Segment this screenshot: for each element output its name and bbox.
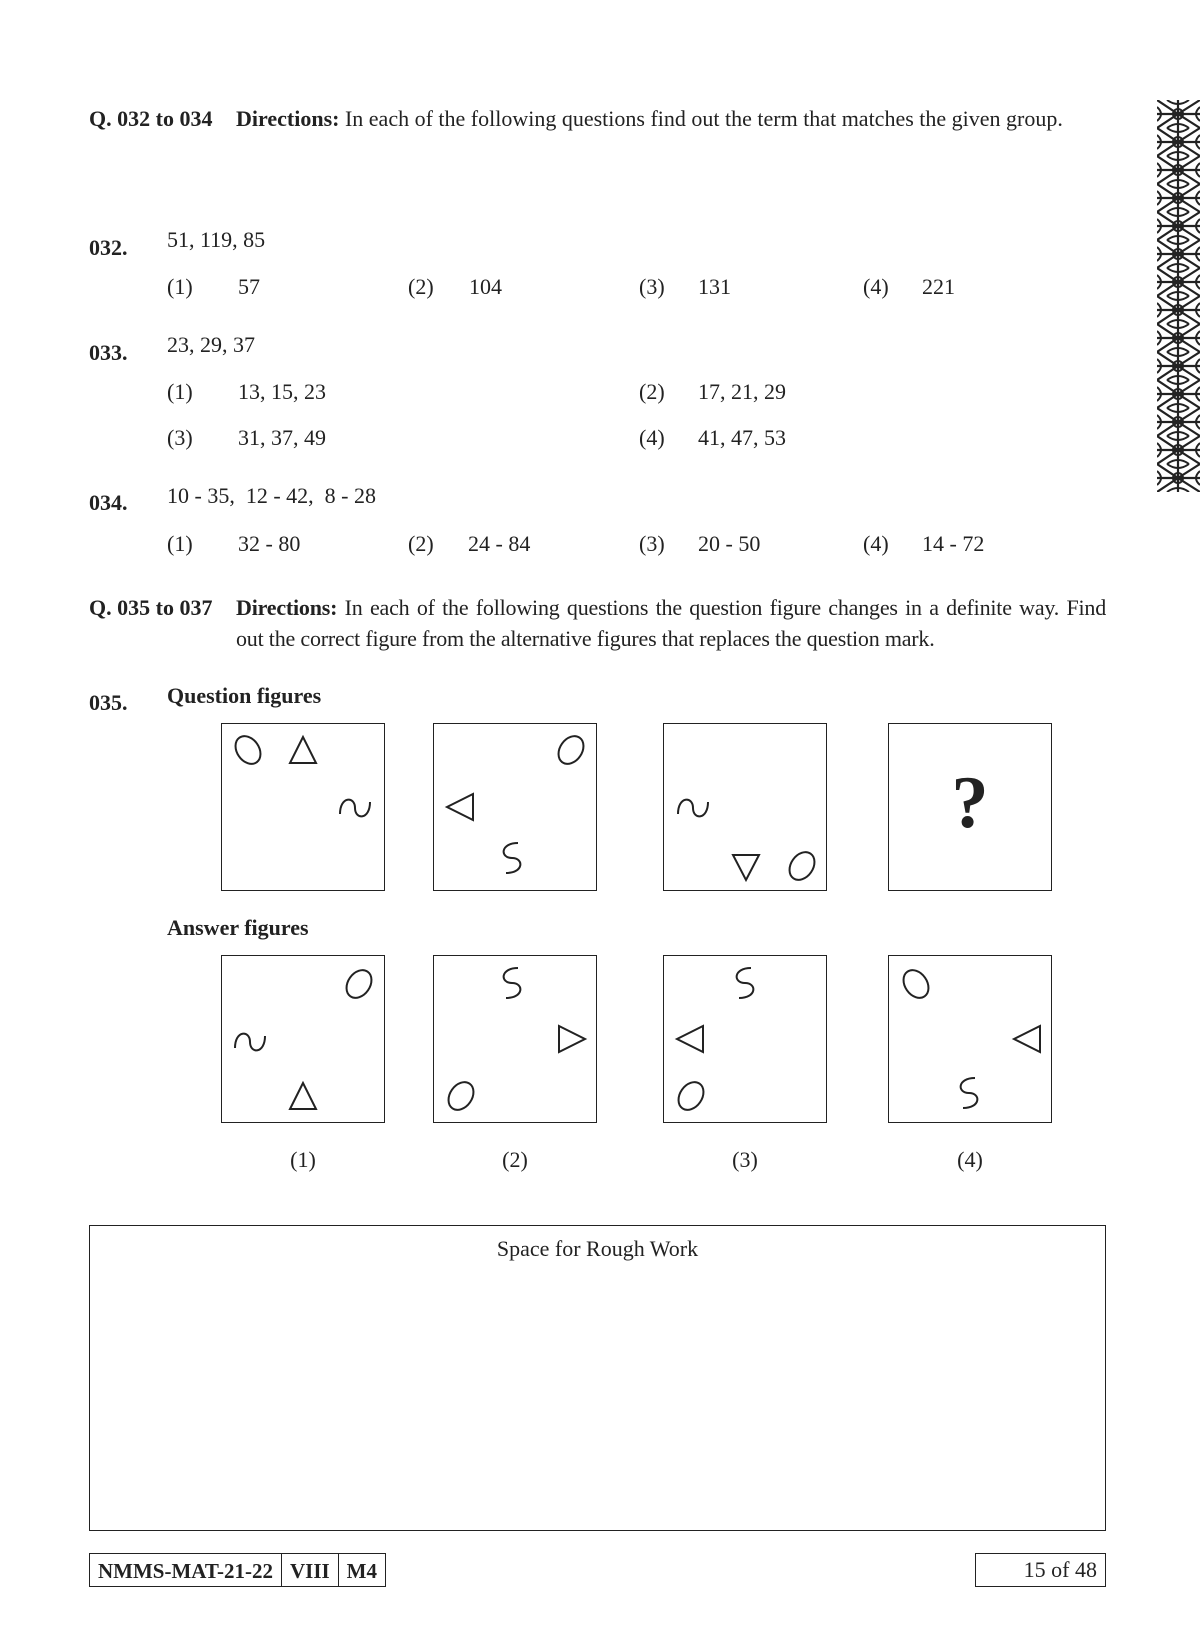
ellipse-shape — [443, 1077, 478, 1114]
question-number: 034. — [89, 490, 128, 515]
option-value: 131 — [698, 274, 731, 299]
option-number: (2) — [408, 531, 434, 556]
directions-label: Directions: — [236, 106, 340, 131]
directions-label: Directions: — [236, 595, 338, 620]
exam-code: NMMS-MAT-21-22 — [90, 1554, 282, 1586]
question-figure-3 — [663, 723, 827, 891]
s-curve-shape — [504, 968, 521, 998]
option-number: (3) — [639, 274, 665, 299]
option-number: (2) — [408, 274, 434, 299]
question-number: 035. — [89, 690, 128, 715]
answer-label-3: (3) — [732, 1147, 758, 1172]
answer-label-1: (1) — [290, 1147, 316, 1172]
rough-work-box[interactable] — [89, 1225, 1106, 1531]
option-value: 31, 37, 49 — [238, 425, 326, 450]
question-mark: ? — [951, 762, 989, 844]
footer-code-box — [89, 1553, 386, 1587]
question-number: 032. — [89, 235, 128, 260]
answer-figure-2[interactable] — [433, 955, 597, 1123]
triangle-right-shape — [559, 1026, 585, 1052]
triangle-left-shape — [447, 794, 473, 820]
question-stem: 51, 119, 85 — [167, 227, 266, 252]
triangle-left-shape — [677, 1026, 703, 1052]
option-value: 17, 21, 29 — [698, 379, 786, 404]
option-value: 14 - 72 — [922, 531, 985, 556]
triangle-left-shape — [1014, 1026, 1040, 1052]
option-value: 24 - 84 — [468, 531, 531, 556]
question-stem: 10 - 35, 12 - 42, 8 - 28 — [167, 483, 376, 508]
option-number: (4) — [639, 425, 665, 450]
answer-figures-heading: Answer figures — [167, 915, 309, 940]
option-value: 41, 47, 53 — [698, 425, 786, 450]
ellipse-shape — [230, 731, 265, 768]
s-curve-shape — [961, 1078, 978, 1108]
rough-work-title: Space for Rough Work — [496, 1236, 699, 1261]
triangle-up-shape — [290, 737, 316, 763]
question-figure-2 — [433, 723, 597, 891]
option-value: 32 - 80 — [238, 531, 301, 556]
answer-figure-3[interactable] — [663, 955, 827, 1123]
s-curve-shape — [737, 968, 754, 998]
option-value: 13, 15, 23 — [238, 379, 326, 404]
option-number: (3) — [639, 531, 665, 556]
question-number: 033. — [89, 340, 128, 365]
section-2-label: Q. 035 to 037 — [89, 595, 213, 620]
question-figures-heading: Question figures — [167, 683, 322, 708]
answer-label-4: (4) — [957, 1147, 983, 1172]
question-stem: 23, 29, 37 — [167, 332, 255, 357]
section-1-directions — [236, 103, 1106, 134]
question-figure-1 — [221, 723, 385, 891]
option-value: 221 — [922, 274, 955, 299]
triangle-down-shape — [733, 855, 759, 880]
triangle-up-shape — [290, 1083, 316, 1109]
s-curve-shape — [678, 800, 708, 817]
option-number: (3) — [167, 425, 193, 450]
section-1-label: Q. 032 to 034 — [89, 106, 213, 131]
option-value: 104 — [469, 274, 502, 299]
ellipse-shape — [553, 731, 588, 768]
answer-figure-4[interactable] — [888, 955, 1052, 1123]
exam-set: M4 — [346, 1559, 377, 1583]
option-number: (1) — [167, 274, 193, 299]
s-curve-shape — [340, 800, 370, 817]
question-figure-4 — [888, 723, 1052, 891]
option-number: (4) — [863, 274, 889, 299]
option-number: (2) — [639, 379, 665, 404]
option-value: 57 — [238, 274, 260, 299]
section-2-directions — [236, 592, 1106, 654]
option-number: (1) — [167, 379, 193, 404]
answer-label-2: (2) — [502, 1147, 528, 1172]
ellipse-shape — [673, 1077, 708, 1114]
s-curve-shape — [235, 1034, 265, 1051]
option-number: (4) — [863, 531, 889, 556]
answer-figure-1[interactable] — [221, 955, 385, 1123]
option-value: 20 - 50 — [698, 531, 761, 556]
decorative-lattice-border-icon — [1157, 100, 1200, 492]
s-curve-shape — [504, 843, 521, 873]
directions-text: In each of the following questions the question figure changes in a definite way. Find out the correct figure from the alternative figures that replaces the question mark. — [236, 595, 1106, 651]
directions-text: In each of the following questions find out the term that matches the given group. — [344, 106, 1063, 131]
exam-class: VIII — [282, 1554, 339, 1586]
page-number: 15 of 48 — [975, 1553, 1106, 1587]
option-number: (1) — [167, 531, 193, 556]
ellipse-shape — [784, 847, 819, 884]
ellipse-shape — [898, 965, 933, 1002]
ellipse-shape — [341, 965, 376, 1002]
